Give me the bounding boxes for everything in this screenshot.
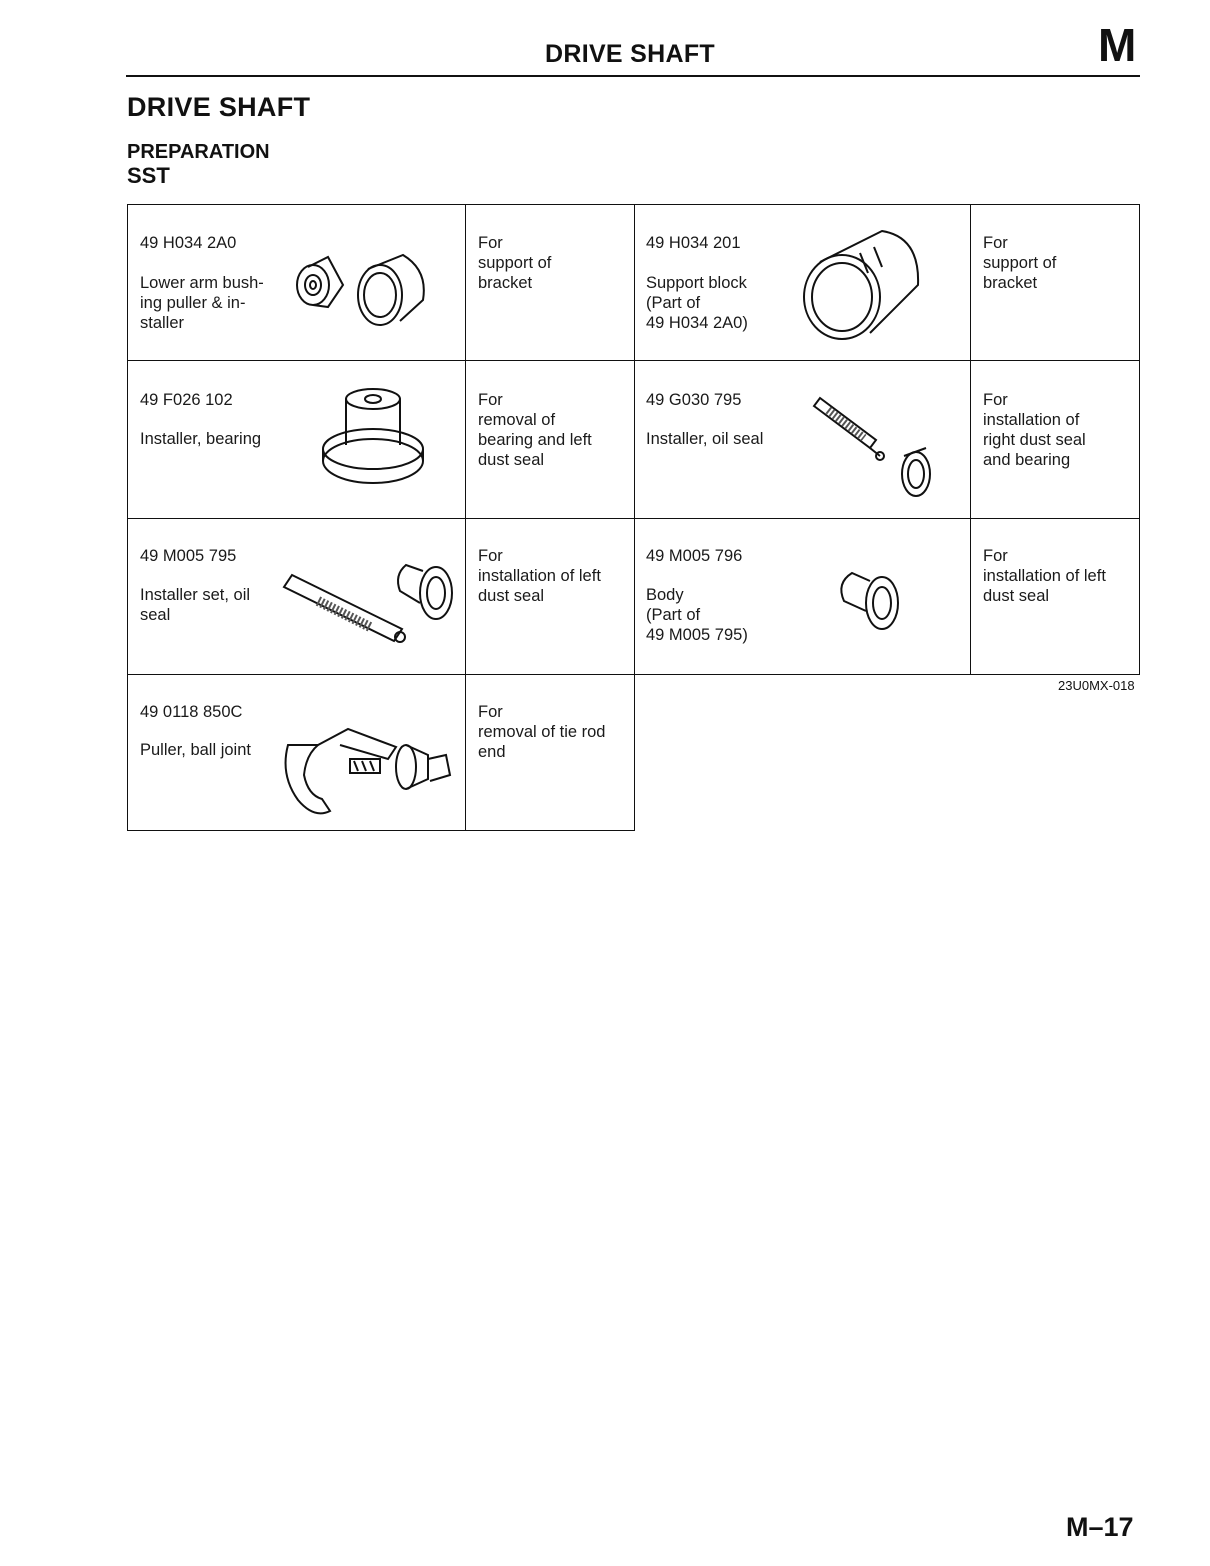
- tool-purpose: For installation of left dust seal: [478, 547, 601, 605]
- tool-cell-4: [634, 360, 971, 519]
- tool-cell-5: [127, 518, 466, 675]
- tool-cell-3: [127, 360, 466, 519]
- section-subtitle: PREPARATION: [127, 141, 270, 163]
- tool-name: Body (Part of 49 M005 795): [646, 586, 748, 644]
- header-title: DRIVE SHAFT: [545, 40, 715, 68]
- section-subtitle-sst: SST: [127, 163, 170, 188]
- tool-name: Installer, bearing: [140, 430, 262, 448]
- page-number: M–17: [1066, 1512, 1134, 1542]
- tool-cell-1: [127, 204, 466, 361]
- tool-cell-2: [634, 204, 971, 361]
- oil-seal-installer-set-icon: [278, 557, 463, 652]
- purpose-cell-5: [465, 518, 635, 675]
- tool-purpose: For installation of right dust seal and bearing: [983, 391, 1086, 469]
- section-letter: M: [1098, 19, 1137, 71]
- tool-name: Lower arm bush- ing puller & in- staller: [140, 274, 264, 332]
- oil-seal-installer-icon: [800, 386, 940, 501]
- tool-name: Installer, oil seal: [646, 430, 764, 448]
- installer-body-icon: [830, 567, 910, 637]
- tool-code: 49 M005 796: [646, 547, 743, 565]
- tool-name: Puller, ball joint: [140, 741, 251, 759]
- tool-code: 49 M005 795: [140, 547, 237, 565]
- section-title: DRIVE SHAFT: [127, 92, 311, 122]
- purpose-cell-1: [465, 204, 635, 361]
- bearing-installer-icon: [318, 383, 428, 491]
- tool-name: Installer set, oil seal: [140, 586, 251, 624]
- tool-purpose: For installation of left dust seal: [983, 547, 1106, 605]
- tool-code: 49 H034 2A0: [140, 234, 237, 252]
- bushing-puller-installer-icon: [288, 245, 438, 345]
- support-block-icon: [800, 225, 930, 343]
- header-rule: [126, 75, 1140, 77]
- tool-code: 49 H034 201: [646, 234, 741, 252]
- tool-cell-6: [634, 518, 971, 675]
- tool-code: 49 F026 102: [140, 391, 233, 409]
- tool-name: Support block (Part of 49 H034 2A0): [646, 274, 748, 332]
- tool-purpose: For support of bracket: [478, 234, 552, 292]
- figure-reference: 23U0MX-018: [1058, 678, 1135, 693]
- purpose-cell-4: [970, 360, 1140, 519]
- tool-purpose: For removal of bearing and left dust seal: [478, 391, 592, 469]
- purpose-cell-6: [970, 518, 1140, 675]
- tool-purpose: For removal of tie rod end: [478, 703, 606, 761]
- tool-purpose: For support of bracket: [983, 234, 1057, 292]
- purpose-cell-7: [465, 674, 635, 831]
- purpose-cell-2: [970, 204, 1140, 361]
- tool-code: 49 0118 850C: [140, 703, 243, 721]
- ball-joint-puller-icon: [278, 715, 458, 830]
- tool-cell-7: [127, 674, 466, 831]
- purpose-cell-3: [465, 360, 635, 519]
- tool-code: 49 G030 795: [646, 391, 742, 409]
